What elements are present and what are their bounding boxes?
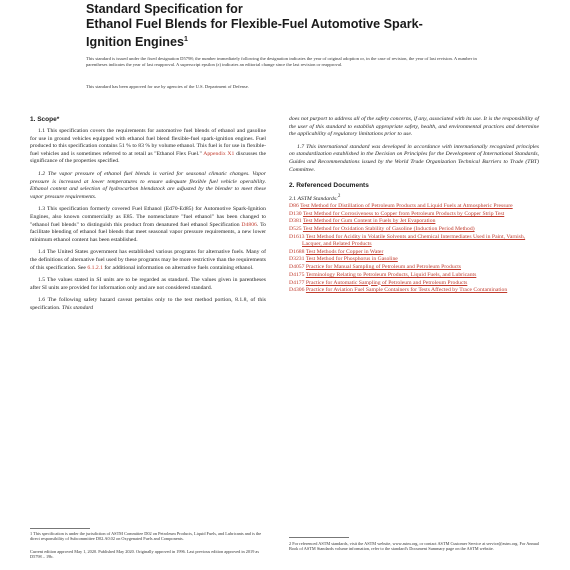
reference-item [289, 234, 539, 248]
footnote-2: 2 For referenced ASTM standards, visit the ASTM website, www.astm.org, or contact ASTM Customer Service at service@astm.org. For Annual Book of ASTM Standards volume information, refer to the standard's Document Summary page on the ASTM website. [289, 541, 539, 552]
reference-title-link[interactable]: Practice for Automatic Sampling of Petroleum and Petroleum Products [305, 279, 468, 286]
approval-note: This standard has been approved for use by agencies of the U.S. Department of Defense. [86, 84, 249, 89]
section-6-1-2-1-link[interactable]: 6.1.2.1 [87, 264, 103, 271]
left-column [30, 116, 266, 317]
reference-code-link[interactable]: D3231 [289, 256, 305, 263]
reference-code-link[interactable]: D130 [289, 210, 302, 217]
reference-item [289, 218, 539, 225]
reference-list [289, 203, 539, 294]
para-1-3 [30, 206, 266, 244]
reference-title-link[interactable]: Test Method for Distillation of Petroleum Products and Liquid Fuels at Atmospheric Pressure [300, 203, 513, 210]
reference-item [289, 280, 539, 287]
title-line-1: Standard Specification for [86, 2, 243, 16]
d4806-link[interactable]: D4806 [241, 221, 257, 228]
subsection-title: ASTM Standards: [297, 196, 338, 203]
reference-title-link[interactable]: Test Method for Acidity in Volatile Solvents and Chemical Intermediates Used in Paint, Varnish, Lacquer, and Related Products [302, 233, 526, 248]
para-1-6-text: 1.6 The following safety hazard caveat pertains only to the test method portion, 8.1.8, of this specification. [30, 297, 266, 311]
para-1-4-text: 1.4 The United States government has established various programs for alternative fuels. Many of the definitions of alternative fuel used by these programs may be more restrictive than the requirements of this specification. See [30, 249, 266, 271]
reference-code-link[interactable]: D4177 [289, 279, 305, 286]
reference-code-link[interactable]: D1613 [289, 233, 305, 240]
reference-item [289, 287, 539, 294]
right-column [289, 116, 539, 295]
para-1-4-end: for additional information on alternative fuels containing ethanol. [104, 264, 254, 271]
reference-code-link[interactable]: D525 [289, 226, 302, 233]
subsection-footnote-marker: 2 [337, 194, 341, 200]
reference-title-link[interactable]: Practice for Aviation Fuel Sample Containers for Tests Affected by Trace Contamination [305, 287, 508, 294]
subsection-number: 2.1 [289, 196, 297, 203]
para-1-1-text: 1.1 This specification covers the requirements for automotive fuel blends of ethanol and gasoline for use in ground vehicles equipped with ethanol fuel blend flexible-fuel spark-ignition engines. Fuel produced to this specification contains 51 % to 83 % by volume ethanol. This fuel is for use in flexible-fuel vehicles and is sometimes referred to at retail as "Ethanol Flex Fuel." [30, 128, 266, 157]
para-1-4 [30, 249, 266, 272]
reference-item [289, 272, 539, 279]
reference-code-link[interactable]: D86 [289, 203, 299, 210]
reference-item [289, 264, 539, 271]
reference-title-link[interactable]: Test Method for Gum Content in Fuels by Jet Evaporation [302, 218, 436, 225]
reference-title-link[interactable]: Test Method for Oxidation Stability of Gasoline (Induction Period Method) [302, 226, 475, 233]
para-1-3-text: 1.3 This specification formerly covered Fuel Ethanol (Ed70-Ed85) for Automotive Spark-Ignition Engines, also known commercially as E85. The nomenclature "fuel ethanol" has been changed to "ethanol fuel blends" to distinguish this product from denatured fuel ethanol Specification [30, 206, 266, 228]
para-1-1 [30, 128, 266, 166]
reference-title-link[interactable]: Test Method for Corrosiveness to Copper from Petroleum Products by Copper Strip Test [302, 210, 505, 217]
reference-code-link[interactable]: D4306 [289, 287, 305, 294]
footnote-rule-right [289, 537, 349, 538]
footnote-rule-left [30, 528, 90, 529]
title-line-3: Ignition Engines [86, 35, 184, 50]
title-line-2: Ethanol Fuel Blends for Flexible-Fuel Automotive Spark- [86, 17, 423, 31]
para-1-5: 1.5 The values stated in SI units are to be regarded as standard. The values given in parentheses after SI units are provided for information only and are not considered standard. [30, 277, 266, 291]
reference-item [289, 226, 539, 233]
reference-item [289, 211, 539, 218]
document-title [86, 2, 486, 50]
references-heading: 2. Referenced Documents [289, 182, 369, 190]
para-1-6 [30, 297, 266, 312]
reference-code-link[interactable]: D381 [289, 218, 302, 225]
reference-item [289, 256, 539, 263]
reference-item [289, 249, 539, 256]
reference-title-link[interactable]: Practice for Manual Sampling of Petroleum and Petroleum Products [305, 264, 462, 271]
scope-heading: 1. Scope* [30, 116, 60, 123]
designation-note: This standard is issued under the fixed designation D5798; the number immediately following the designation indicates the year of original adoption or, in the case of revision, the year of last revision. A number in parentheses indicates the year of last reapproval. A superscript epsilon (ε) indicates an editorial change since the last revision or reapproval. [86, 56, 477, 67]
appendix-x1-link[interactable]: Appendix X1 [203, 150, 235, 157]
astm-standards-subheading [289, 194, 539, 202]
reference-title-link[interactable]: Terminology Relating to Petroleum Products, Liquid Fuels, and Lubricants [305, 271, 477, 278]
reference-code-link[interactable]: D4175 [289, 271, 305, 278]
para-1-6-italic: This standard [61, 304, 94, 311]
para-1-6-continued: does not purport to address all of the safety concerns, if any, associated with its use. It is the responsibility of the user of this standard to establish appropriate safety, health, and environmental practices and determine the applicability of regulatory limitations prior to use. [289, 116, 539, 138]
reference-item [289, 203, 539, 210]
para-1-2: 1.2 The vapor pressure of ethanol fuel blends is varied for seasonal climatic changes. Vapor pressure is increased at lower temperatures to ensure adequate flexible fuel vehicle operability. Ethanol content and selection of hydrocarbon blendstock are adjusted by the blender to meet these vapor pressure requirements. [30, 170, 266, 200]
reference-title-link[interactable]: Test Methods for Copper in Water [305, 248, 384, 255]
para-1-7: 1.7 This international standard was developed in accordance with internationally recognized principles on standardization established in the Decision on Principles for the Development of International Standards, Guides and Recommendations issued by the World Trade Organization Technical Barriers to Trade (TBT) Committee. [289, 143, 539, 173]
reference-code-link[interactable]: D1688 [289, 248, 305, 255]
title-block [86, 2, 486, 50]
footnote-1-edition: Current edition approved May 1, 2020. Published May 2020. Originally approved in 1996. Last previous edition approved in 2019 as D5798 – 19b. [30, 549, 260, 560]
para-1-1-end: discusses the significance of the properties specified. [30, 150, 267, 165]
reference-title-link[interactable]: Test Method for Phosphorus in Gasoline [305, 256, 398, 263]
title-footnote-marker: 1 [183, 36, 188, 43]
para-1-3-end: . To facilitate blending of ethanol fuel blends that meet seasonal vapor pressure requirements, a new lower minimum ethanol content has been established. [30, 221, 267, 243]
reference-code-link[interactable]: D4057 [289, 264, 305, 271]
footnote-1: 1 This specification is under the jurisdiction of ASTM Committee D02 on Petroleum Products, Liquid Fuels, and Lubricants and is the direct responsibility of Subcommittee D02.A0.02 on Oxygenated Fuels and Components. [30, 531, 262, 542]
